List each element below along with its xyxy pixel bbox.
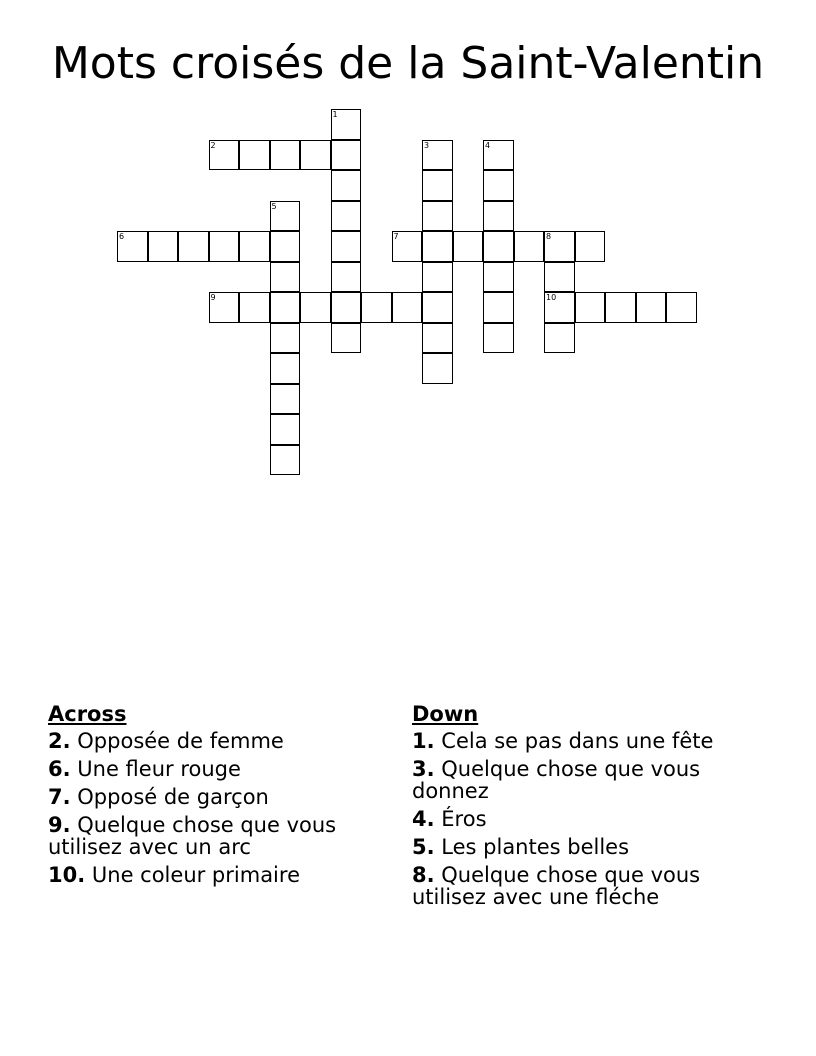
grid-cell (270, 201, 301, 232)
clue-down-8 (412, 864, 772, 908)
cell-number: 1 (332, 110, 338, 119)
clue-number: 9. (48, 813, 71, 837)
grid-cell (270, 353, 301, 384)
clue-down-4 (412, 808, 772, 830)
clue-number: 5. (412, 835, 435, 859)
grid-cell (270, 231, 301, 262)
grid-cell (636, 292, 667, 323)
down-heading: Down (412, 702, 479, 726)
grid-cell (209, 231, 240, 262)
grid-cell (270, 262, 301, 293)
clue-down-3 (412, 758, 772, 802)
grid-cell (544, 262, 575, 293)
grid-cell (331, 140, 362, 171)
clue-number: 10. (48, 863, 86, 887)
grid-cell (117, 231, 148, 262)
grid-cell (270, 384, 301, 415)
down-clues (412, 702, 772, 914)
cell-number: 4 (485, 140, 491, 150)
cell-number: 3 (424, 140, 430, 150)
grid-cell (483, 323, 514, 354)
clue-number: 1. (412, 729, 435, 753)
crossword-grid (0, 0, 816, 520)
clue-text: Quelque chose que vous utilisez avec un arc (48, 813, 337, 859)
clue-text: Quelque chose que vous utilisez avec une fléche (412, 863, 701, 909)
clue-across-2 (48, 730, 388, 752)
grid-cell (392, 292, 423, 323)
grid-cell (422, 292, 453, 323)
grid-cell (270, 323, 301, 354)
cell-number: 7 (393, 232, 399, 241)
grid-cell (239, 231, 270, 262)
grid-cell (331, 201, 362, 232)
cell-number: 9 (210, 293, 216, 302)
clue-text: Cela se pas dans une fête (441, 729, 714, 753)
across-clues (48, 702, 388, 892)
clue-across-7 (48, 786, 388, 808)
grid-cell (209, 292, 240, 323)
clue-number: 4. (412, 807, 435, 831)
grid-cell (422, 231, 453, 262)
grid-cell (422, 140, 453, 171)
grid-cell (544, 231, 575, 262)
cell-number: 6 (119, 232, 125, 241)
cell-number: 2 (210, 140, 216, 150)
clue-text: Quelque chose que vous donnez (412, 757, 701, 803)
grid-cell (331, 262, 362, 293)
page-title: Mots croisés de la Saint-Valentin (51, 38, 765, 89)
cell-number: 8 (546, 232, 552, 241)
clue-text: Une coleur primaire (91, 863, 300, 887)
clue-text: Opposé de garçon (77, 785, 269, 809)
cell-number: 10 (546, 293, 557, 302)
grid-cell (575, 292, 606, 323)
grid-cell (270, 445, 301, 476)
grid-cell (422, 262, 453, 293)
clue-number: 6. (48, 757, 71, 781)
grid-cell (331, 109, 362, 140)
clue-number: 7. (48, 785, 71, 809)
grid-cell (270, 140, 301, 171)
grid-cell (331, 323, 362, 354)
grid-cell (239, 292, 270, 323)
grid-cell (514, 231, 545, 262)
grid-cell (605, 292, 636, 323)
grid-cell (483, 262, 514, 293)
grid-cell (300, 140, 331, 171)
clue-across-9 (48, 814, 388, 858)
clue-across-10 (48, 864, 388, 886)
grid-cell (483, 170, 514, 201)
grid-cell (483, 231, 514, 262)
grid-cell (209, 140, 240, 171)
clue-text: Les plantes belles (441, 835, 630, 859)
grid-cell (483, 292, 514, 323)
grid-cell (361, 292, 392, 323)
clue-number: 2. (48, 729, 71, 753)
grid-cell (331, 170, 362, 201)
clue-number: 3. (412, 757, 435, 781)
grid-cell (453, 231, 484, 262)
grid-cell (422, 170, 453, 201)
grid-cell (239, 140, 270, 171)
cell-number: 5 (271, 201, 277, 211)
grid-cell (331, 292, 362, 323)
grid-cell (392, 231, 423, 262)
clue-text: Une fleur rouge (77, 757, 241, 781)
grid-cell (270, 292, 301, 323)
grid-cell (422, 323, 453, 354)
clue-number: 8. (412, 863, 435, 887)
grid-cell (270, 414, 301, 445)
grid-cell (575, 231, 606, 262)
grid-cell (300, 292, 331, 323)
grid-cell (544, 292, 575, 323)
across-heading: Across (48, 702, 127, 726)
grid-cell (331, 231, 362, 262)
grid-cell (148, 231, 179, 262)
grid-cell (422, 201, 453, 232)
clue-text: Opposée de femme (77, 729, 284, 753)
grid-cell (483, 201, 514, 232)
clue-down-1 (412, 730, 772, 752)
clue-across-6 (48, 758, 388, 780)
grid-cell (483, 140, 514, 171)
grid-cell (544, 323, 575, 354)
grid-cell (666, 292, 697, 323)
clue-text: Éros (441, 807, 487, 831)
clue-down-5 (412, 836, 772, 858)
grid-cell (422, 353, 453, 384)
grid-cell (178, 231, 209, 262)
